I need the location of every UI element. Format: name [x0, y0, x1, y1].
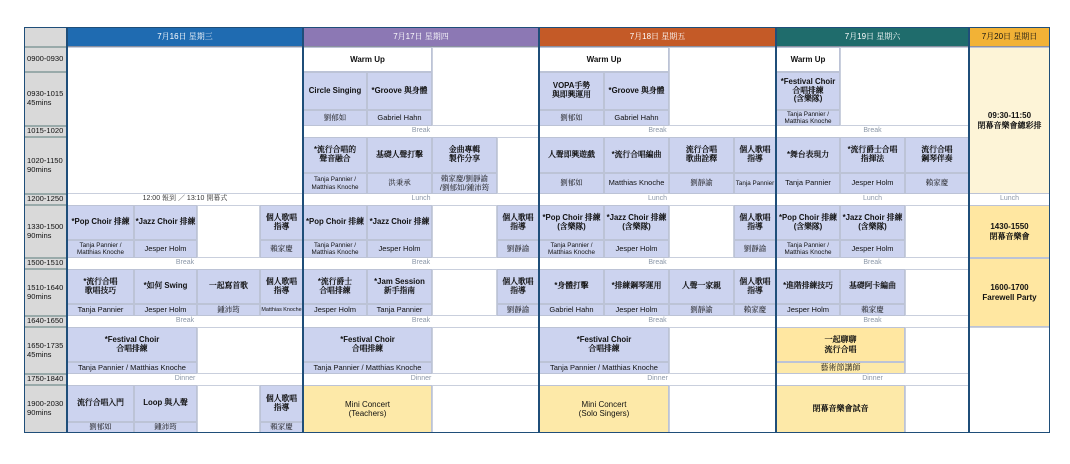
session-card[interactable]: 基礎阿卡編曲 — [840, 269, 905, 304]
session-card[interactable]: VOPA手勢 與即興運用 — [539, 72, 604, 110]
break-label: Lunch — [969, 194, 1050, 205]
instructor-label: 鍾沛筠 — [134, 422, 197, 433]
instructor-label: Matthias Knoche — [260, 304, 303, 316]
instructor-label: Tanja Pannier / Matthias Knoche — [776, 110, 840, 126]
break-label: Lunch — [539, 194, 776, 205]
instructor-label: Jesper Holm — [776, 304, 840, 316]
empty-slot — [432, 269, 497, 316]
session-card[interactable]: 閉幕音樂會試音 — [776, 385, 905, 433]
session-card[interactable]: *舞台表現力 — [776, 137, 840, 173]
break-label: Break — [539, 258, 776, 269]
instructor-label: Gabriel Hahn — [604, 110, 669, 126]
day-header-3[interactable]: 7月18日 星期五 — [539, 27, 776, 47]
session-card[interactable]: *流行合唱 歌唱技巧 — [67, 269, 134, 304]
session-card[interactable]: *如何 Swing — [134, 269, 197, 304]
session-card[interactable]: *排練鋼琴運用 — [604, 269, 669, 304]
empty-slot — [905, 269, 969, 316]
break-label: Dinner — [776, 374, 969, 385]
session-card[interactable]: 個人歌唱 指導 — [734, 269, 776, 304]
header-corner — [24, 27, 67, 47]
break-label: Dinner — [539, 374, 776, 385]
session-card[interactable]: *流行合唱編曲 — [604, 137, 669, 173]
time-slot: 1640-1650 — [24, 316, 67, 327]
empty-slot — [840, 47, 969, 126]
empty-slot — [969, 327, 1050, 433]
session-card[interactable]: *Festival Choir 合唱排練 — [539, 327, 669, 362]
break-label: Break — [776, 258, 969, 269]
instructor-label: 藝術節講師 — [776, 362, 905, 374]
day-header-4[interactable]: 7月19日 星期六 — [776, 27, 969, 47]
day-header-1[interactable]: 7月16日 星期三 — [67, 27, 303, 47]
session-card[interactable]: 人聲一家親 — [669, 269, 734, 304]
session-card[interactable]: 金曲專輯 製作分享 — [432, 137, 497, 173]
session-card[interactable]: 流行合唱 鋼琴伴奏 — [905, 137, 969, 173]
empty-slot — [905, 205, 969, 258]
time-slot: 1500-1510 — [24, 258, 67, 269]
session-card[interactable]: *Pop Choir 排練 (含樂隊) — [776, 205, 840, 240]
instructor-label: Jesper Holm — [604, 240, 669, 258]
instructor-label: 劉郁如 — [539, 110, 604, 126]
instructor-label: 劉郁如 — [67, 422, 134, 433]
session-card[interactable]: *Festival Choir 合唱排練 — [67, 327, 197, 362]
break-label: Break — [539, 126, 776, 137]
time-slot: 1020-1150 90mins — [24, 137, 67, 194]
empty-slot — [669, 327, 776, 374]
break-label: Break — [303, 316, 539, 327]
time-slot: 1200-1250 — [24, 194, 67, 205]
instructor-label: Jesper Holm — [604, 304, 669, 316]
instructor-label: 賴家慶 — [840, 304, 905, 316]
session-card[interactable]: *Festival Choir 合唱排練 — [303, 327, 432, 362]
session-card[interactable]: *流行合唱的 聲音融合 — [303, 137, 367, 173]
instructor-label: Tanja Pannier / Matthias Knoche — [303, 173, 367, 194]
break-label: Lunch — [776, 194, 969, 205]
instructor-label: Jesper Holm — [134, 304, 197, 316]
session-card[interactable]: *Jazz Choir 排練 — [367, 205, 432, 240]
break-label: Lunch — [303, 194, 539, 205]
instructor-label: Jesper Holm — [840, 240, 905, 258]
session-card[interactable]: *Groove 與身體 — [604, 72, 669, 110]
session-card[interactable]: 1430-1550 閉幕音樂會 — [969, 205, 1050, 258]
session-card[interactable]: Mini Concert (Teachers) — [303, 385, 432, 433]
instructor-label: Tanja Pannier / Matthias Knoche — [776, 240, 840, 258]
time-slot: 1900-2030 90mins — [24, 385, 67, 433]
instructor-label: 劉靜諭 — [497, 304, 539, 316]
break-label: Break — [67, 316, 303, 327]
session-card[interactable]: 個人歌唱 指導 — [734, 205, 776, 240]
session-card[interactable]: 個人歌唱 指導 — [260, 205, 303, 240]
instructor-label: 鍾沛筠 — [197, 304, 260, 316]
empty-slot — [197, 205, 260, 258]
empty-slot — [669, 385, 776, 433]
session-card[interactable]: 人聲即興遊戲 — [539, 137, 604, 173]
empty-slot — [432, 205, 497, 258]
day-header-2[interactable]: 7月17日 星期四 — [303, 27, 539, 47]
instructor-label: 劉靜諭 — [497, 240, 539, 258]
empty-slot — [905, 385, 969, 433]
time-slot: 1750-1840 — [24, 374, 67, 385]
session-card[interactable]: *流行爵士 合唱排練 — [303, 269, 367, 304]
session-card[interactable]: Warm Up — [303, 47, 432, 72]
session-card[interactable]: Warm Up — [776, 47, 840, 72]
break-label: Break — [539, 316, 776, 327]
lunch-note: 12:00 報到 ／ 13:10 開幕式 — [67, 194, 303, 205]
session-card[interactable]: 個人歌唱 指導 — [497, 205, 539, 240]
instructor-label: Matthias Knoche — [604, 173, 669, 194]
session-card[interactable]: *Festival Choir 合唱排練 (含樂隊) — [776, 72, 840, 110]
session-card[interactable]: *Jam Session 新手指南 — [367, 269, 432, 304]
session-card[interactable]: Loop 與人聲 — [134, 385, 197, 422]
instructor-label: Tanja Pannier — [367, 304, 432, 316]
instructor-label: Tanja Pannier / Matthias Knoche — [303, 362, 432, 374]
time-slot: 1330-1500 90mins — [24, 205, 67, 258]
session-card[interactable]: *身體打擊 — [539, 269, 604, 304]
instructor-label: 賴家慶 — [260, 422, 303, 433]
time-slot: 1510-1640 90mins — [24, 269, 67, 316]
instructor-label: 劉郁如 — [303, 110, 367, 126]
session-card[interactable]: 流行合唱入門 — [67, 385, 134, 422]
session-card[interactable]: 一起寫首歌 — [197, 269, 260, 304]
time-slot: 1015-1020 — [24, 126, 67, 137]
instructor-label: 賴家慶 — [260, 240, 303, 258]
instructor-label: Jesper Holm — [134, 240, 197, 258]
instructor-label: 劉靜諭 — [669, 173, 734, 194]
instructor-label: 劉靜諭 — [669, 304, 734, 316]
session-card[interactable]: Mini Concert (Solo Singers) — [539, 385, 669, 433]
session-card[interactable]: 一起聊聊 流行合唱 — [776, 327, 905, 362]
session-card[interactable]: 基礎人聲打擊 — [367, 137, 432, 173]
instructor-label: 洪秉承 — [367, 173, 432, 194]
empty-slot — [669, 47, 776, 126]
time-slot: 0930-1015 45mins — [24, 72, 67, 126]
session-card[interactable]: 個人歌唱 指導 — [734, 137, 776, 173]
empty-slot — [669, 205, 734, 258]
session-card[interactable]: 個人歌唱 指導 — [260, 385, 303, 422]
empty-slot — [67, 47, 303, 194]
session-card[interactable]: Circle Singing — [303, 72, 367, 110]
break-label: Dinner — [303, 374, 539, 385]
instructor-label: 賴家慶 — [905, 173, 969, 194]
instructor-label: 劉靜諭 — [734, 240, 776, 258]
instructor-label: Gabriel Hahn — [367, 110, 432, 126]
empty-slot — [432, 385, 539, 433]
instructor-label: 賴家慶/劉靜諭 /劉郁如/鍾沛筠 — [432, 173, 497, 194]
session-card[interactable]: 個人歌唱 指導 — [260, 269, 303, 304]
break-label: Dinner — [67, 374, 303, 385]
break-label: Break — [303, 126, 539, 137]
instructor-label: Jesper Holm — [367, 240, 432, 258]
time-slot: 1650-1735 45mins — [24, 327, 67, 374]
instructor-label: Tanja Pannier — [734, 173, 776, 194]
instructor-label: Tanja Pannier / Matthias Knoche — [303, 240, 367, 258]
break-label: Break — [776, 126, 969, 137]
break-label: Break — [776, 316, 969, 327]
break-label: Break — [67, 258, 303, 269]
empty-slot — [197, 385, 260, 433]
session-card[interactable]: *進階排練技巧 — [776, 269, 840, 304]
session-card[interactable]: *Jazz Choir 排練 (含樂隊) — [840, 205, 905, 240]
session-card[interactable]: *Pop Choir 排練 — [67, 205, 134, 240]
instructor-label: Tanja Pannier — [776, 173, 840, 194]
session-card[interactable]: *Jazz Choir 排練 (含樂隊) — [604, 205, 669, 240]
empty-slot — [497, 137, 539, 194]
session-card[interactable]: Warm Up — [539, 47, 669, 72]
instructor-label: Tanja Pannier / Matthias Knoche — [539, 240, 604, 258]
empty-slot — [197, 327, 303, 374]
instructor-label: Tanja Pannier / Matthias Knoche — [67, 362, 197, 374]
empty-slot — [432, 327, 539, 374]
session-card[interactable]: *流行爵士合唱 指揮法 — [840, 137, 905, 173]
instructor-label: Tanja Pannier — [67, 304, 134, 316]
session-card[interactable]: *Groove 與身體 — [367, 72, 432, 110]
instructor-label: Tanja Pannier / Matthias Knoche — [539, 362, 669, 374]
time-slot: 0900-0930 — [24, 47, 67, 72]
instructor-label: Gabriel Hahn — [539, 304, 604, 316]
instructor-label: 劉郁如 — [539, 173, 604, 194]
instructor-label: 賴家慶 — [734, 304, 776, 316]
instructor-label: Jesper Holm — [840, 173, 905, 194]
session-card[interactable]: *Jazz Choir 排練 — [134, 205, 197, 240]
empty-slot — [432, 47, 539, 126]
session-card[interactable]: 流行合唱 歌曲詮釋 — [669, 137, 734, 173]
session-card[interactable]: 1600-1700 Farewell Party — [969, 258, 1050, 327]
session-card[interactable]: *Pop Choir 排練 (含樂隊) — [539, 205, 604, 240]
empty-slot — [905, 327, 969, 374]
session-card[interactable]: 09:30-11:50 閉幕音樂會總彩排 — [969, 47, 1050, 194]
day-header-5[interactable]: 7月20日 星期日 — [969, 27, 1050, 47]
session-card[interactable]: 個人歌唱 指導 — [497, 269, 539, 304]
instructor-label: Jesper Holm — [303, 304, 367, 316]
session-card[interactable]: *Pop Choir 排練 — [303, 205, 367, 240]
instructor-label: Tanja Pannier / Matthias Knoche — [67, 240, 134, 258]
break-label: Break — [303, 258, 539, 269]
